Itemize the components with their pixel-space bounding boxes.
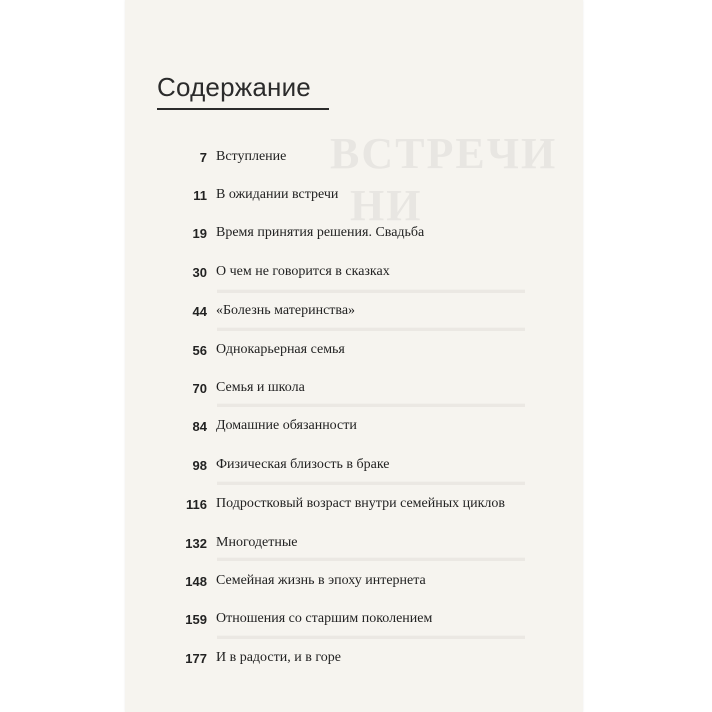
toc-page-number: 56 bbox=[192, 342, 207, 358]
toc-chapter-title: Семейная жизнь в эпоху интернета bbox=[216, 573, 426, 588]
toc-entry bbox=[125, 262, 583, 282]
toc-page-number: 30 bbox=[192, 264, 207, 280]
toc-page-number: 148 bbox=[185, 573, 207, 589]
toc-page-number: 70 bbox=[192, 380, 207, 396]
show-through-text: ▬▬▬▬▬▬▬▬▬▬▬▬▬▬▬▬▬▬▬▬▬▬▬▬▬▬▬▬ bbox=[217, 630, 525, 642]
toc-page-number: 11 bbox=[193, 187, 207, 203]
toc-chapter-title: Вступление bbox=[216, 149, 287, 164]
toc-entry bbox=[125, 147, 583, 167]
book-page bbox=[125, 0, 583, 712]
toc-entry bbox=[125, 223, 583, 243]
toc-page-number: 177 bbox=[185, 650, 207, 666]
toc-chapter-title: «Болезнь материнства» bbox=[216, 303, 356, 318]
show-through-text: ▬▬▬▬▬▬▬▬▬▬▬▬▬▬▬▬▬▬▬▬▬▬▬▬▬▬▬▬ bbox=[217, 398, 525, 410]
toc-page-number: 7 bbox=[199, 149, 207, 165]
toc-chapter-title: Многодетные bbox=[216, 535, 298, 550]
toc-entry bbox=[125, 301, 583, 321]
toc-chapter-title: И в радости, и в горе bbox=[216, 650, 341, 665]
toc-page-number: 116 bbox=[186, 496, 207, 512]
toc-page-number: 132 bbox=[185, 535, 207, 551]
toc-entry bbox=[125, 455, 583, 475]
show-through-heading: НИ bbox=[350, 181, 423, 230]
toc-page-number: 44 bbox=[192, 303, 207, 319]
toc-entry bbox=[125, 648, 583, 668]
toc-page-number: 159 bbox=[185, 611, 207, 627]
toc-entry bbox=[125, 340, 583, 360]
page-title: Содержание bbox=[157, 72, 311, 102]
toc-entry bbox=[125, 609, 583, 629]
toc-entry bbox=[125, 378, 583, 398]
toc-entry bbox=[125, 533, 583, 553]
show-through-text: ▬▬▬▬▬▬▬▬▬▬▬▬▬▬▬▬▬▬▬▬▬▬▬▬▬▬▬▬ bbox=[217, 284, 525, 296]
toc-chapter-title: Семья и школа bbox=[216, 380, 305, 395]
show-through-text: ▬▬▬▬▬▬▬▬▬▬▬▬▬▬▬▬▬▬▬▬▬▬▬▬▬▬▬▬ bbox=[217, 476, 525, 488]
show-through-text: ▬▬▬▬▬▬▬▬▬▬▬▬▬▬▬▬▬▬▬▬▬▬▬▬▬▬▬▬ bbox=[217, 322, 525, 334]
show-through-heading: ВСТРЕЧИ bbox=[330, 129, 558, 178]
toc-chapter-title: О чем не говорится в сказках bbox=[216, 264, 390, 279]
toc-chapter-title: Однокарьерная семья bbox=[216, 342, 345, 357]
toc-chapter-title: В ожидании встречи bbox=[216, 187, 339, 202]
toc-chapter-title: Физическая близость в браке bbox=[216, 457, 390, 472]
show-through-text: ▬▬▬▬▬▬▬▬▬▬▬▬▬▬▬▬▬▬▬▬▬▬▬▬▬▬▬▬ bbox=[217, 552, 525, 564]
toc-entry bbox=[125, 571, 583, 591]
toc-page-number: 19 bbox=[192, 225, 207, 241]
toc-entry bbox=[125, 416, 583, 436]
table-of-contents bbox=[125, 0, 583, 712]
toc-entry bbox=[125, 494, 583, 514]
toc-entry bbox=[125, 185, 583, 205]
toc-chapter-title: Подростковый возраст внутри семейных циклов bbox=[216, 496, 506, 511]
toc-chapter-title: Отношения со старшим поколением bbox=[216, 611, 433, 626]
toc-chapter-title: Время принятия решения. Свадьба bbox=[216, 225, 425, 240]
toc-page-number: 84 bbox=[192, 418, 207, 434]
toc-page-number: 98 bbox=[192, 457, 207, 473]
toc-chapter-title: Домашние обязанности bbox=[216, 418, 357, 433]
